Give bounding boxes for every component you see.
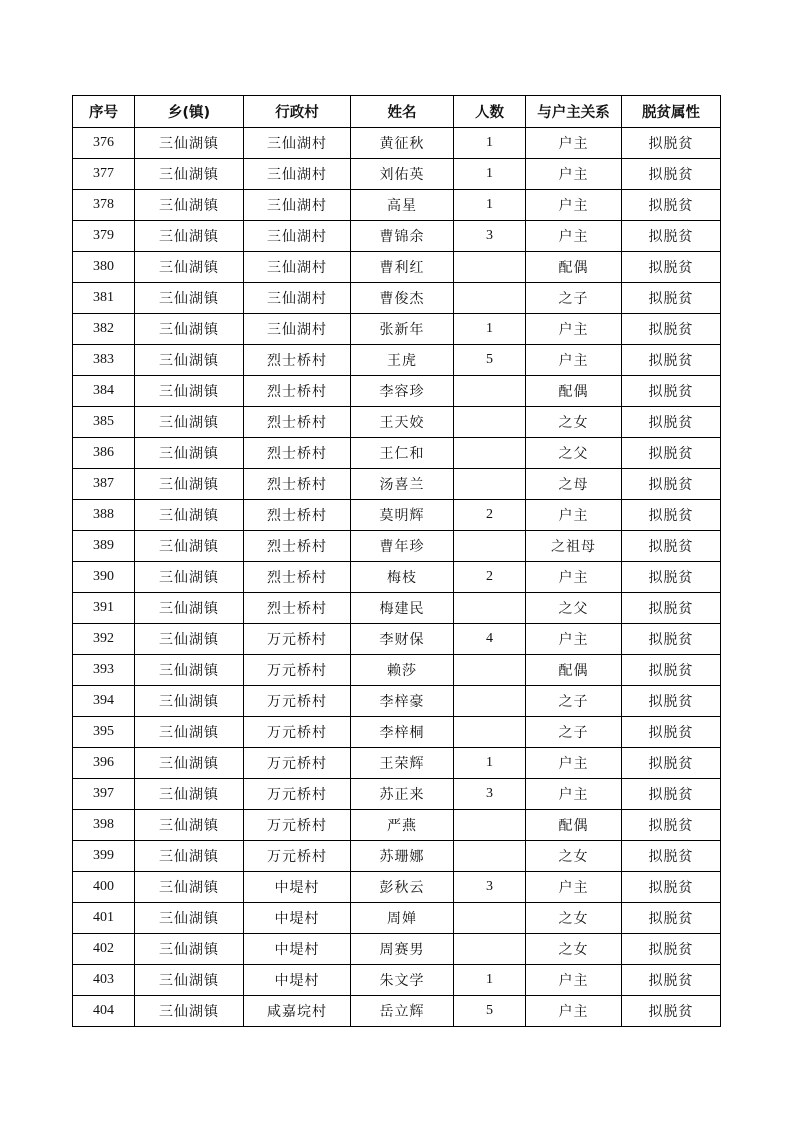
cell-village: 三仙湖村: [244, 283, 351, 314]
cell-household-size: 1: [454, 965, 526, 996]
table-row: [73, 345, 721, 376]
cell-household-size: [454, 438, 526, 469]
cell-township: 三仙湖镇: [135, 934, 244, 965]
cell-status: 拟脱贫: [622, 407, 721, 438]
cell-household-size: 4: [454, 624, 526, 655]
cell-index: 398: [73, 810, 135, 841]
cell-village: 烈士桥村: [244, 562, 351, 593]
cell-index: 378: [73, 190, 135, 221]
header-village: 行政村: [244, 96, 351, 128]
cell-household-size: 3: [454, 779, 526, 810]
cell-status: 拟脱贫: [622, 283, 721, 314]
table-row: [73, 624, 721, 655]
cell-township: 三仙湖镇: [135, 345, 244, 376]
cell-household-size: [454, 810, 526, 841]
cell-relation: 之子: [526, 283, 622, 314]
cell-household-size: 5: [454, 345, 526, 376]
cell-status: 拟脱贫: [622, 221, 721, 252]
cell-index: 379: [73, 221, 135, 252]
cell-village: 中堤村: [244, 903, 351, 934]
cell-status: 拟脱贫: [622, 438, 721, 469]
cell-index: 403: [73, 965, 135, 996]
cell-village: 烈士桥村: [244, 407, 351, 438]
cell-township: 三仙湖镇: [135, 252, 244, 283]
cell-household-size: [454, 376, 526, 407]
cell-household-size: 2: [454, 500, 526, 531]
cell-relation: 之子: [526, 717, 622, 748]
cell-name: 曹年珍: [351, 531, 454, 562]
cell-name: 李容珍: [351, 376, 454, 407]
cell-village: 三仙湖村: [244, 252, 351, 283]
cell-relation: 配偶: [526, 252, 622, 283]
table-row: [73, 407, 721, 438]
cell-index: 404: [73, 996, 135, 1027]
table-row: [73, 283, 721, 314]
cell-status: 拟脱贫: [622, 934, 721, 965]
cell-village: 三仙湖村: [244, 221, 351, 252]
cell-relation: 配偶: [526, 655, 622, 686]
cell-index: 396: [73, 748, 135, 779]
cell-index: 395: [73, 717, 135, 748]
cell-status: 拟脱贫: [622, 841, 721, 872]
cell-relation: 户主: [526, 345, 622, 376]
cell-relation: 户主: [526, 159, 622, 190]
cell-name: 岳立辉: [351, 996, 454, 1027]
cell-relation: 之女: [526, 407, 622, 438]
cell-relation: 之祖母: [526, 531, 622, 562]
cell-index: 389: [73, 531, 135, 562]
table-row: [73, 159, 721, 190]
cell-village: 万元桥村: [244, 748, 351, 779]
cell-status: 拟脱贫: [622, 252, 721, 283]
cell-status: 拟脱贫: [622, 128, 721, 159]
cell-index: 391: [73, 593, 135, 624]
table-row: [73, 562, 721, 593]
cell-status: 拟脱贫: [622, 996, 721, 1027]
cell-status: 拟脱贫: [622, 500, 721, 531]
cell-relation: 户主: [526, 500, 622, 531]
cell-status: 拟脱贫: [622, 562, 721, 593]
cell-township: 三仙湖镇: [135, 438, 244, 469]
cell-name: 李梓桐: [351, 717, 454, 748]
cell-index: 384: [73, 376, 135, 407]
cell-household-size: [454, 841, 526, 872]
cell-township: 三仙湖镇: [135, 531, 244, 562]
cell-status: 拟脱贫: [622, 190, 721, 221]
cell-township: 三仙湖镇: [135, 500, 244, 531]
cell-status: 拟脱贫: [622, 748, 721, 779]
cell-name: 李梓豪: [351, 686, 454, 717]
cell-relation: 之女: [526, 903, 622, 934]
cell-index: 385: [73, 407, 135, 438]
cell-village: 三仙湖村: [244, 190, 351, 221]
cell-township: 三仙湖镇: [135, 469, 244, 500]
cell-relation: 配偶: [526, 376, 622, 407]
cell-household-size: [454, 717, 526, 748]
header-township: 乡(镇): [135, 96, 244, 128]
cell-village: 三仙湖村: [244, 314, 351, 345]
cell-household-size: 1: [454, 128, 526, 159]
cell-index: 383: [73, 345, 135, 376]
table-row: [73, 190, 721, 221]
table-row: [73, 686, 721, 717]
cell-index: 402: [73, 934, 135, 965]
cell-name: 张新年: [351, 314, 454, 345]
cell-relation: 户主: [526, 314, 622, 345]
cell-village: 烈士桥村: [244, 500, 351, 531]
cell-village: 万元桥村: [244, 779, 351, 810]
cell-township: 三仙湖镇: [135, 965, 244, 996]
cell-index: 381: [73, 283, 135, 314]
table-row: [73, 128, 721, 159]
cell-village: 烈士桥村: [244, 469, 351, 500]
table-row: [73, 965, 721, 996]
cell-status: 拟脱贫: [622, 717, 721, 748]
cell-household-size: [454, 531, 526, 562]
header-relation: 与户主关系: [526, 96, 622, 128]
header-status: 脱贫属性: [622, 96, 721, 128]
table-row: [73, 903, 721, 934]
cell-household-size: [454, 934, 526, 965]
header-row: [73, 96, 721, 128]
cell-township: 三仙湖镇: [135, 624, 244, 655]
cell-status: 拟脱贫: [622, 872, 721, 903]
cell-relation: 之父: [526, 438, 622, 469]
cell-index: 376: [73, 128, 135, 159]
cell-township: 三仙湖镇: [135, 221, 244, 252]
cell-township: 三仙湖镇: [135, 562, 244, 593]
cell-township: 三仙湖镇: [135, 283, 244, 314]
cell-index: 393: [73, 655, 135, 686]
cell-village: 中堤村: [244, 934, 351, 965]
table-row: [73, 748, 721, 779]
cell-relation: 户主: [526, 562, 622, 593]
cell-status: 拟脱贫: [622, 531, 721, 562]
cell-status: 拟脱贫: [622, 345, 721, 376]
table-row: [73, 717, 721, 748]
cell-name: 梅建民: [351, 593, 454, 624]
cell-relation: 之女: [526, 934, 622, 965]
table-row: [73, 221, 721, 252]
cell-township: 三仙湖镇: [135, 407, 244, 438]
cell-index: 382: [73, 314, 135, 345]
cell-village: 万元桥村: [244, 686, 351, 717]
cell-household-size: [454, 407, 526, 438]
table-row: [73, 438, 721, 469]
cell-household-size: [454, 252, 526, 283]
cell-name: 王荣辉: [351, 748, 454, 779]
table-row: [73, 531, 721, 562]
cell-household-size: 3: [454, 221, 526, 252]
cell-township: 三仙湖镇: [135, 376, 244, 407]
cell-relation: 户主: [526, 748, 622, 779]
cell-status: 拟脱贫: [622, 624, 721, 655]
cell-household-size: 5: [454, 996, 526, 1027]
cell-name: 李财保: [351, 624, 454, 655]
cell-status: 拟脱贫: [622, 159, 721, 190]
cell-name: 刘佑英: [351, 159, 454, 190]
cell-village: 烈士桥村: [244, 376, 351, 407]
cell-name: 曹锦余: [351, 221, 454, 252]
header-name: 姓名: [351, 96, 454, 128]
cell-township: 三仙湖镇: [135, 779, 244, 810]
cell-name: 苏正来: [351, 779, 454, 810]
cell-status: 拟脱贫: [622, 469, 721, 500]
cell-household-size: [454, 593, 526, 624]
cell-index: 401: [73, 903, 135, 934]
cell-name: 王仁和: [351, 438, 454, 469]
cell-township: 三仙湖镇: [135, 593, 244, 624]
cell-township: 三仙湖镇: [135, 810, 244, 841]
cell-village: 烈士桥村: [244, 593, 351, 624]
cell-relation: 户主: [526, 872, 622, 903]
table-row: [73, 469, 721, 500]
cell-index: 387: [73, 469, 135, 500]
cell-name: 汤喜兰: [351, 469, 454, 500]
cell-village: 中堤村: [244, 872, 351, 903]
cell-status: 拟脱贫: [622, 655, 721, 686]
cell-village: 万元桥村: [244, 810, 351, 841]
cell-index: 394: [73, 686, 135, 717]
cell-name: 彭秋云: [351, 872, 454, 903]
cell-township: 三仙湖镇: [135, 717, 244, 748]
cell-household-size: 2: [454, 562, 526, 593]
cell-household-size: 1: [454, 748, 526, 779]
cell-relation: 户主: [526, 221, 622, 252]
cell-relation: 户主: [526, 624, 622, 655]
cell-village: 烈士桥村: [244, 531, 351, 562]
cell-index: 380: [73, 252, 135, 283]
cell-relation: 配偶: [526, 810, 622, 841]
cell-name: 高星: [351, 190, 454, 221]
cell-township: 三仙湖镇: [135, 190, 244, 221]
cell-village: 咸嘉垸村: [244, 996, 351, 1027]
cell-household-size: 1: [454, 190, 526, 221]
cell-name: 黄征秋: [351, 128, 454, 159]
cell-name: 王天姣: [351, 407, 454, 438]
cell-township: 三仙湖镇: [135, 996, 244, 1027]
cell-status: 拟脱贫: [622, 686, 721, 717]
cell-household-size: 3: [454, 872, 526, 903]
poverty-list-table: [72, 95, 721, 1027]
cell-township: 三仙湖镇: [135, 748, 244, 779]
cell-relation: 户主: [526, 779, 622, 810]
cell-township: 三仙湖镇: [135, 655, 244, 686]
header-index: 序号: [73, 96, 135, 128]
cell-household-size: [454, 469, 526, 500]
cell-household-size: [454, 686, 526, 717]
table-row: [73, 655, 721, 686]
cell-index: 392: [73, 624, 135, 655]
cell-relation: 之女: [526, 841, 622, 872]
cell-status: 拟脱贫: [622, 903, 721, 934]
cell-village: 万元桥村: [244, 655, 351, 686]
cell-household-size: 1: [454, 314, 526, 345]
table-row: [73, 314, 721, 345]
cell-household-size: 1: [454, 159, 526, 190]
cell-name: 梅枝: [351, 562, 454, 593]
cell-name: 朱文学: [351, 965, 454, 996]
cell-village: 万元桥村: [244, 841, 351, 872]
table-row: [73, 593, 721, 624]
table-row: [73, 810, 721, 841]
cell-relation: 户主: [526, 965, 622, 996]
cell-name: 莫明辉: [351, 500, 454, 531]
cell-index: 388: [73, 500, 135, 531]
cell-township: 三仙湖镇: [135, 128, 244, 159]
cell-village: 万元桥村: [244, 717, 351, 748]
cell-name: 苏珊娜: [351, 841, 454, 872]
cell-name: 周婵: [351, 903, 454, 934]
cell-index: 386: [73, 438, 135, 469]
cell-relation: 户主: [526, 996, 622, 1027]
cell-status: 拟脱贫: [622, 376, 721, 407]
cell-village: 中堤村: [244, 965, 351, 996]
cell-relation: 户主: [526, 128, 622, 159]
cell-township: 三仙湖镇: [135, 872, 244, 903]
cell-township: 三仙湖镇: [135, 686, 244, 717]
cell-household-size: [454, 655, 526, 686]
cell-index: 377: [73, 159, 135, 190]
cell-index: 397: [73, 779, 135, 810]
cell-name: 赖莎: [351, 655, 454, 686]
cell-township: 三仙湖镇: [135, 903, 244, 934]
cell-village: 烈士桥村: [244, 438, 351, 469]
cell-index: 400: [73, 872, 135, 903]
cell-status: 拟脱贫: [622, 314, 721, 345]
cell-township: 三仙湖镇: [135, 314, 244, 345]
cell-household-size: [454, 283, 526, 314]
cell-township: 三仙湖镇: [135, 841, 244, 872]
cell-status: 拟脱贫: [622, 593, 721, 624]
cell-index: 399: [73, 841, 135, 872]
table-row: [73, 872, 721, 903]
cell-relation: 户主: [526, 190, 622, 221]
cell-relation: 之父: [526, 593, 622, 624]
table-row: [73, 376, 721, 407]
table-row: [73, 934, 721, 965]
cell-village: 烈士桥村: [244, 345, 351, 376]
table-body: [73, 128, 721, 1027]
table-row: [73, 841, 721, 872]
cell-name: 严燕: [351, 810, 454, 841]
cell-status: 拟脱贫: [622, 965, 721, 996]
table-row: [73, 996, 721, 1027]
table-row: [73, 252, 721, 283]
table-row: [73, 500, 721, 531]
cell-name: 周赛男: [351, 934, 454, 965]
cell-township: 三仙湖镇: [135, 159, 244, 190]
cell-village: 万元桥村: [244, 624, 351, 655]
cell-household-size: [454, 903, 526, 934]
cell-name: 曹俊杰: [351, 283, 454, 314]
cell-status: 拟脱贫: [622, 810, 721, 841]
cell-name: 曹利红: [351, 252, 454, 283]
cell-status: 拟脱贫: [622, 779, 721, 810]
cell-relation: 之母: [526, 469, 622, 500]
table-row: [73, 779, 721, 810]
cell-index: 390: [73, 562, 135, 593]
cell-name: 王虎: [351, 345, 454, 376]
cell-village: 三仙湖村: [244, 159, 351, 190]
header-household-size: 人数: [454, 96, 526, 128]
cell-village: 三仙湖村: [244, 128, 351, 159]
cell-relation: 之子: [526, 686, 622, 717]
